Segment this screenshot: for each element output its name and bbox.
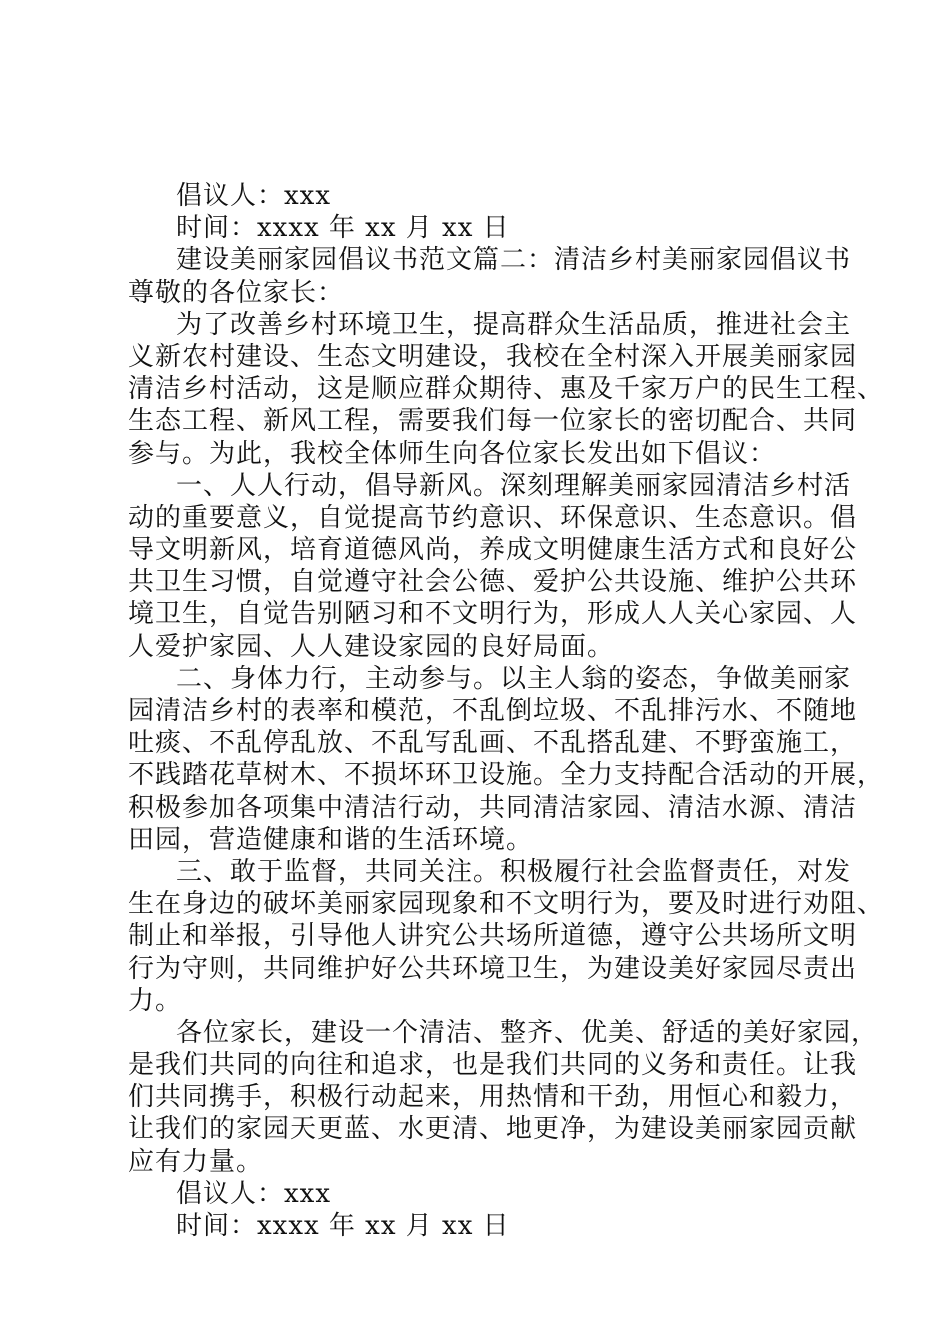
header-signer: 倡议人：xxx bbox=[176, 181, 331, 211]
paragraph-line: 行为守则，共同维护好公共环境卫生，为建设美好家园尽责出 bbox=[128, 953, 858, 984]
paragraph-line: 是我们共同的向往和追求，也是我们共同的义务和责任。让我 bbox=[128, 1050, 858, 1081]
footer-signer: 倡议人：xxx bbox=[176, 1178, 331, 1209]
paragraph-line: 积极参加各项集中清洁行动，共同清洁家园、清洁水源、清洁 bbox=[128, 792, 858, 823]
paragraph-4 bbox=[128, 856, 885, 1017]
paragraph-line: 生在身边的破坏美丽家园现象和不文明行为，要及时进行劝阻、 bbox=[128, 889, 885, 920]
paragraph-line: 应有力量。 bbox=[128, 1146, 264, 1177]
paragraph-line: 清洁乡村活动，这是顺应群众期待、惠及千家万户的民生工程、 bbox=[128, 374, 885, 405]
paragraph-line: 力。 bbox=[128, 985, 183, 1016]
header-date: 时间：xxxx 年 xx 月 xx 日 bbox=[176, 213, 510, 244]
paragraph-line: 田园，营造健康和谐的生活环境。 bbox=[128, 824, 534, 855]
paragraph-line: 们共同携手，积极行动起来，用热情和干劲，用恒心和毅力， bbox=[128, 1082, 858, 1113]
paragraph-line: 导文明新风，培育道德风尚，养成文明健康生活方式和良好公 bbox=[128, 535, 858, 566]
paragraph-line: 境卫生，自觉告别陋习和不文明行为，形成人人关心家园、人 bbox=[128, 599, 858, 630]
paragraph-3 bbox=[128, 663, 885, 856]
paragraph-line: 义新农村建设、生态文明建设，我校在全村深入开展美丽家园 bbox=[128, 341, 858, 372]
section-title: 建设美丽家园倡议书范文篇二：清洁乡村美丽家园倡议书 bbox=[176, 245, 852, 276]
paragraph-line: 动的重要意义，自觉提高节约意识、环保意识、生态意识。倡 bbox=[128, 502, 858, 533]
paragraph-line: 二、身体力行，主动参与。以主人翁的姿态，争做美丽家 bbox=[176, 663, 852, 694]
paragraph-2 bbox=[128, 470, 858, 663]
paragraph-line: 园清洁乡村的表率和模范，不乱倒垃圾、不乱排污水、不随地 bbox=[128, 696, 858, 726]
document-body bbox=[128, 180, 885, 1242]
paragraph-line: 让我们的家园天更蓝、水更清、地更净，为建设美丽家园贡献 bbox=[128, 1114, 858, 1145]
paragraph-line: 为了改善乡村环境卫生，提高群众生活品质，推进社会主 bbox=[176, 309, 852, 340]
paragraph-line: 不践踏花草树木、不损坏环卫设施。全力支持配合活动的开展， bbox=[128, 760, 885, 791]
paragraph-line: 吐痰、不乱停乱放、不乱写乱画、不乱搭乱建、不野蛮施工， bbox=[128, 728, 858, 759]
paragraph-line: 参与。为此，我校全体师生向各位家长发出如下倡议： bbox=[128, 438, 777, 469]
paragraph-1 bbox=[128, 309, 885, 470]
paragraph-5 bbox=[128, 1017, 879, 1178]
paragraph-line: 生态工程、新风工程，需要我们每一位家长的密切配合、共同 bbox=[128, 406, 858, 437]
paragraph-line: 各位家长，建设一个清洁、整齐、优美、舒适的美好家园， bbox=[176, 1017, 879, 1048]
paragraph-line: 制止和举报，引导他人讲究公共场所道德，遵守公共场所文明 bbox=[128, 921, 858, 952]
salutation: 尊敬的各位家长： bbox=[128, 277, 345, 308]
footer-date: 时间：xxxx 年 xx 月 xx 日 bbox=[176, 1211, 510, 1241]
paragraph-line: 一、人人行动，倡导新风。深刻理解美丽家园清洁乡村活 bbox=[176, 470, 852, 501]
paragraph-line: 人爱护家园、人人建设家园的良好局面。 bbox=[128, 631, 615, 662]
paragraph-line: 共卫生习惯，自觉遵守社会公德、爱护公共设施、维护公共环 bbox=[128, 567, 858, 598]
paragraph-line: 三、敢于监督，共同关注。积极履行社会监督责任，对发 bbox=[176, 856, 852, 887]
